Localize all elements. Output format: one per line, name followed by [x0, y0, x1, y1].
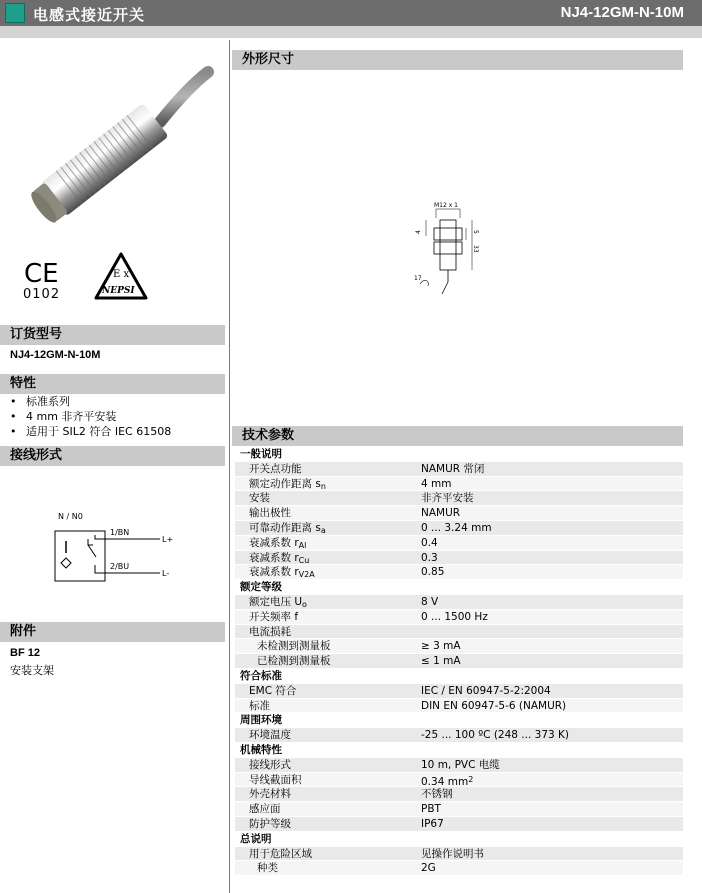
ex-nepsi-icon: [92, 251, 150, 303]
svg-text:17: 17: [414, 275, 422, 282]
tech-row-value-text: NAMUR: [421, 507, 461, 520]
tech-row-label-text: 可靠动作距离 s: [249, 521, 321, 534]
tech-row: [235, 802, 683, 817]
tech-row-value: [421, 787, 453, 802]
tech-row-label-subscript: Al: [298, 540, 307, 550]
tech-row-value-text: 0.85: [421, 566, 445, 579]
tech-row: [235, 506, 683, 521]
tech-row-label-subscript: Cu: [298, 555, 310, 565]
svg-text:0102: 0102: [23, 287, 61, 302]
svg-text:N / N0: N / N0: [58, 512, 83, 521]
tech-row-value-text: IEC / EN 60947-5-2:2004: [421, 684, 551, 697]
wiring-heading: 接线形式: [0, 446, 225, 466]
document-title: 电感式接近开关: [33, 6, 146, 24]
tech-row-label-subscript: V2A: [298, 570, 315, 580]
tech-row-value-text: NAMUR 常闭: [421, 462, 485, 475]
tech-group-title: 总说明: [235, 832, 683, 847]
tech-row-value-text: 8 V: [421, 595, 439, 608]
tech-row: [235, 787, 683, 802]
tech-row: [235, 861, 683, 876]
svg-text:1/BN: 1/BN: [110, 528, 130, 537]
tech-row-label-text: 接线形式: [249, 758, 291, 771]
tech-row-value: [421, 699, 566, 714]
tech-row-label-text: 衰减系数 r: [249, 536, 299, 549]
tech-row: [235, 595, 683, 610]
tech-row: [235, 639, 683, 654]
tech-row: [235, 536, 683, 551]
tech-row-label: [249, 491, 270, 506]
svg-text:L-: L-: [162, 569, 170, 578]
tech-group-title: 一般说明: [235, 447, 683, 462]
tech-row-label: [249, 802, 281, 817]
tech-row-value: [421, 595, 438, 610]
ce-mark-icon: [22, 256, 70, 304]
tech-row: [235, 847, 683, 862]
tech-row-value-text: 不锈钢: [421, 788, 453, 801]
tech-row-value-text: ≥ 3 mA: [421, 640, 461, 653]
tech-row-label: [249, 787, 291, 802]
order-heading: 订货型号: [0, 325, 225, 345]
accessories-heading: 附件: [0, 622, 225, 642]
tech-row-value: [421, 817, 444, 832]
dimensions-heading: 外形尺寸: [232, 50, 683, 70]
tech-row-label-subscript: a: [320, 525, 326, 535]
document-model: NJ4-12GM-N-10M: [560, 4, 684, 21]
tech-row-label-subscript: o: [302, 599, 307, 609]
tech-row-label-text: 输出极性: [249, 507, 291, 520]
tech-row-value: [421, 565, 444, 580]
tech-row-value: [421, 684, 551, 699]
tech-row-label-text: 衰减系数 r: [249, 551, 299, 564]
tech-row: [235, 654, 683, 669]
tech-row-value: [421, 758, 500, 773]
tech-row-value-text: 10 m, PVC 电缆: [421, 758, 500, 771]
tech-row-value: [421, 536, 438, 551]
tech-row: [235, 625, 683, 640]
tech-row-label-text: EMC 符合: [249, 684, 297, 697]
tech-row-value-text: PBT: [421, 803, 441, 816]
tech-row: [235, 491, 683, 506]
tech-row-label: [249, 817, 291, 832]
tech-heading: 技术参数: [232, 426, 683, 446]
tech-row-value: [421, 551, 438, 566]
tech-group-title: 机械特性: [235, 743, 683, 758]
tech-row-value-text: 非齐平安装: [421, 492, 474, 505]
brand-square-icon: [5, 3, 25, 23]
svg-text:L+: L+: [162, 535, 174, 544]
svg-text:2/BU: 2/BU: [110, 562, 130, 571]
svg-text:4: 4: [415, 230, 422, 234]
features-list: [10, 394, 171, 439]
tech-row: [235, 728, 683, 743]
tech-group-title: 符合标准: [235, 669, 683, 684]
tech-row: [235, 699, 683, 714]
tech-row: [235, 758, 683, 773]
tech-row-label: [249, 773, 302, 788]
tech-row-label-text: 额定电压 U: [249, 595, 303, 608]
tech-row-label-text: 安装: [249, 492, 270, 505]
tech-row-label-text: 防护等级: [249, 817, 291, 830]
tech-row-value-text: 见操作说明书: [421, 847, 484, 860]
feature-item: • 标准系列: [10, 394, 171, 409]
tech-row-label-text: 外壳材料: [249, 788, 291, 801]
tech-row-value-text: 0.3: [421, 551, 438, 564]
tech-row: [235, 462, 683, 477]
tech-row-value: [421, 861, 436, 876]
tech-row-label: [249, 625, 291, 640]
tech-row-value: [421, 654, 461, 669]
svg-text:5: 5: [472, 230, 479, 234]
tech-row-label-text: 开关点功能: [249, 462, 302, 475]
features-heading: 特性: [0, 374, 225, 394]
tech-row-label-text: 导线截面积: [249, 773, 302, 786]
tech-row-label-text: 开关频率 f: [249, 610, 299, 623]
tech-row-label: [249, 758, 291, 773]
tech-row-label-text: 标准: [249, 699, 270, 712]
column-divider: [229, 40, 230, 893]
tech-row-value-superscript: 2: [468, 774, 474, 784]
tech-row-value: [421, 521, 492, 536]
sensor-product-image: [0, 42, 225, 242]
wiring-diagram: [0, 505, 225, 585]
tech-row: [235, 551, 683, 566]
tech-row: [235, 521, 683, 536]
tech-row-label-text: 用于危险区域: [249, 847, 312, 860]
tech-row-label: [249, 506, 291, 521]
tech-row-label: [257, 861, 278, 876]
tech-row-value: [421, 802, 441, 817]
tech-row-value-text: 4 mm: [421, 477, 452, 490]
accessory-desc: 安装支架: [10, 664, 54, 677]
tech-row-label-text: 环境温度: [249, 729, 291, 742]
tech-row-value-text: DIN EN 60947-5-6 (NAMUR): [421, 699, 567, 712]
svg-text:33: 33: [472, 245, 479, 253]
tech-row-label: [249, 684, 296, 699]
tech-row: [235, 817, 683, 832]
tech-row-label: [249, 462, 302, 477]
tech-group-title: 周围环境: [235, 713, 683, 728]
tech-row: [235, 684, 683, 699]
svg-text:M12 x 1: M12 x 1: [434, 202, 458, 209]
tech-row: [235, 477, 683, 492]
tech-row-value: [421, 491, 474, 506]
tech-row-value: [421, 728, 569, 743]
tech-row: [235, 610, 683, 625]
tech-row-value-text: 0 ... 3.24 mm: [421, 521, 492, 534]
title-bar: [0, 0, 702, 26]
accessory-code: BF 12: [10, 647, 40, 659]
tech-row-label: [249, 728, 291, 743]
dimension-drawing: [232, 72, 683, 422]
tech-table: [235, 447, 683, 876]
title-underbar: [0, 26, 702, 38]
tech-row-label-text: 种类: [257, 862, 278, 875]
tech-row-value-text: 0.4: [421, 536, 438, 549]
tech-row-value: [421, 462, 484, 477]
tech-row: [235, 565, 683, 580]
tech-row-value-text: 0.34 mm: [421, 775, 469, 788]
tech-row-label: [257, 654, 331, 669]
tech-row-value: [421, 847, 484, 862]
tech-row-value-text: 0 ... 1500 Hz: [421, 610, 488, 623]
order-model: NJ4-12GM-N-10M: [10, 349, 101, 361]
tech-row-label-subscript: n: [320, 481, 326, 491]
tech-row-label-text: 电流损耗: [249, 625, 291, 638]
svg-text:NEPSI: NEPSI: [102, 286, 135, 296]
svg-text:E x: E x: [113, 269, 130, 280]
tech-row-label: [257, 639, 331, 654]
tech-row-label-text: 衰减系数 r: [249, 566, 299, 579]
tech-row: [235, 773, 683, 788]
tech-row-label-text: 额定动作距离 s: [249, 477, 321, 490]
tech-row-value-text: IP67: [421, 817, 444, 830]
feature-item: • 4 mm 非齐平安装: [10, 409, 171, 424]
svg-text:CE: CE: [24, 259, 59, 289]
tech-row-value-text: ≤ 1 mA: [421, 655, 461, 668]
tech-row-label-text: 已检测到测量板: [257, 655, 331, 668]
tech-row-label-text: 感应面: [249, 803, 281, 816]
tech-row-value: [421, 610, 488, 625]
tech-row-value-text: 2G: [421, 862, 436, 875]
tech-row-value: [421, 639, 461, 654]
tech-row-label: [249, 847, 312, 862]
tech-row-value: [421, 477, 451, 492]
tech-row-label: [249, 699, 270, 714]
tech-row-value: [421, 506, 460, 521]
tech-group-title: 额定等级: [235, 580, 683, 595]
tech-row-label: [249, 610, 298, 625]
tech-row-value-text: -25 ... 100 ºC (248 ... 373 K): [421, 729, 570, 742]
tech-row-label-text: 未检测到测量板: [257, 640, 331, 653]
feature-item: • 适用于 SIL2 符合 IEC 61508: [10, 424, 171, 439]
